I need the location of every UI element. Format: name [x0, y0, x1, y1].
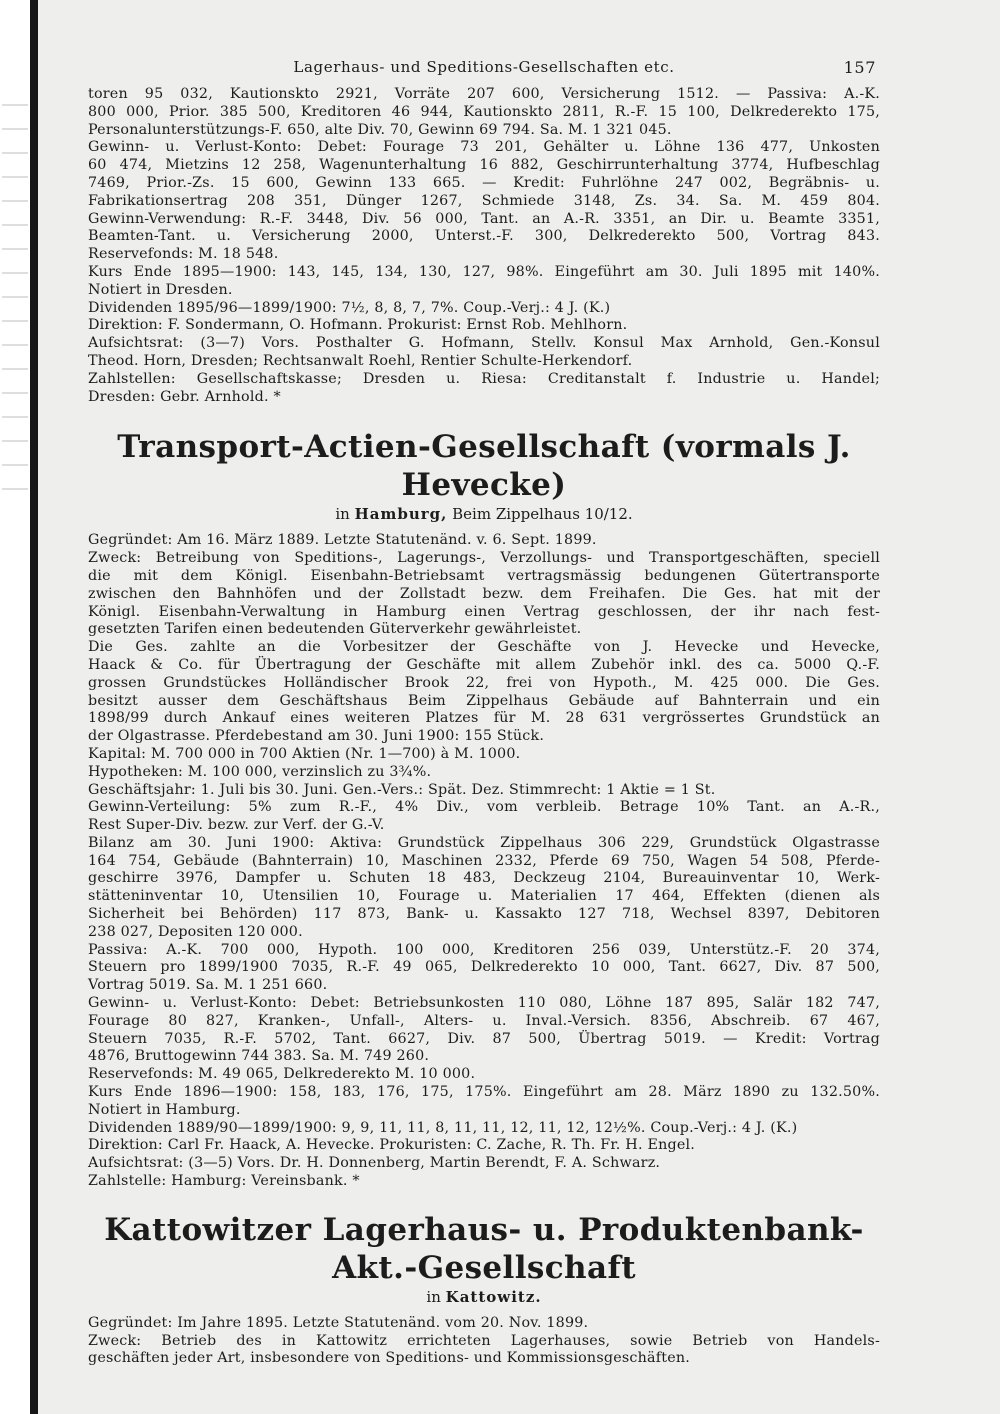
company-location	[88, 1287, 880, 1307]
text-line: Bilanz am 30. Juni 1900: Aktiva: Grundstück Zippelhaus 306 229, Grundstück Olgastrasse	[88, 834, 880, 851]
page-number: 157	[843, 58, 876, 77]
text-line: Dresden: Gebr. Arnhold. *	[88, 388, 281, 405]
text-line: die mit dem Königl. Eisenbahn-Betriebsamt vertragsmässig bedungenen Gütertransporte	[88, 567, 880, 584]
text-line: toren 95 032, Kautionskto 2921, Vorräte 207 600, Versicherung 1512. — Passiva: A.-K.	[88, 86, 880, 102]
running-head-title: Lagerhaus- und Speditions-Gesellschaften etc.	[293, 58, 675, 76]
text-line: Dividenden 1895/96—1899/1900: 7½, 8, 8, 7, 7%. Coup.-Verj.: 4 J. (K.)	[88, 299, 611, 316]
bleed-through-text	[2, 90, 28, 510]
text-line: Kapital: M. 700 000 in 700 Aktien (Nr. 1—700) à M. 1000.	[88, 745, 521, 762]
text-line: 238 027, Depositen 120 000.	[88, 923, 303, 940]
text-line: Notiert in Dresden.	[88, 281, 233, 298]
previous-company-continuation	[88, 86, 880, 406]
text-line: Notiert in Hamburg.	[88, 1101, 241, 1118]
text-line: Gewinn-Verwendung: R.-F. 3448, Div. 56 000, Tant. an A.-R. 3351, an Dir. u. Beamte 3351,	[88, 210, 880, 227]
text-line: gesetzten Tarifen einen bedeutenden Güterverkehr gewährleistet.	[88, 621, 582, 638]
text-line: geschirre 3976, Dampfer u. Schuten 18 483, Deckzeug 2104, Bureauinventar 10, Werk-	[88, 870, 880, 887]
company-title: Kattowitzer Lagerhaus- u. Produktenbank-Akt.-Gesellschaft	[104, 1211, 864, 1286]
text-line: Fourage 80 827, Kranken-, Unfall-, Alters- u. Inval.-Versich. 8356, Abschreib. 67 467,	[88, 1012, 880, 1029]
company-city: Hamburg,	[354, 505, 448, 524]
text-line: Theod. Horn, Dresden; Rechtsanwalt Roehl, Rentier Schulte-Herkendorf.	[88, 352, 633, 369]
company-address: Beim Zippelhaus 10/12.	[452, 505, 633, 524]
text-line: Aufsichtsrat: (3—5) Vors. Dr. H. Donnenberg, Martin Berendt, F. A. Schwarz.	[88, 1155, 661, 1172]
text-line: 60 474, Mietzins 12 258, Wagenunterhaltung 16 882, Geschirrunterhaltung 3774, Hufbeschlag	[88, 157, 880, 174]
text-line: Kurs Ende 1896—1900: 158, 183, 176, 175, 175%. Eingeführt am 28. März 1890 zu 132.50%.	[88, 1084, 880, 1101]
page-body	[88, 58, 880, 1368]
text-line: Haack & Co. für Übertragung der Geschäfte mit allem Zubehör inkl. des ca. 5000 Q.-F.	[88, 656, 880, 673]
text-line: Zahlstellen: Gesellschaftskasse; Dresden u. Riesa: Creditanstalt f. Industrie u. Handel;	[88, 370, 880, 387]
company-entry-kattowitzer	[88, 1211, 880, 1368]
binding-shadow	[30, 0, 38, 1414]
text-line: der Olgastrasse. Pferdebestand am 30. Juni 1900: 155 Stück.	[88, 728, 545, 745]
text-line: Gegründet: Im Jahre 1895. Letzte Statutenänd. vom 20. Nov. 1899.	[88, 1314, 589, 1331]
text-line: 164 754, Gebäude (Bahnterrain) 10, Maschinen 2332, Pferde 69 750, Wagen 54 508, Pferde-	[88, 852, 880, 869]
text-line: 800 000, Prior. 385 500, Kreditoren 46 944, Kautionskto 2811, R.-F. 15 100, Delkrederekto 175,	[88, 103, 880, 120]
text-line: Hypotheken: M. 100 000, verzinslich zu 3¾%.	[88, 763, 432, 780]
text-line: Kurs Ende 1895—1900: 143, 145, 134, 130, 127, 98%. Eingeführt am 30. Juli 1895 mit 140%.	[88, 263, 880, 280]
location-prefix: in	[335, 505, 350, 524]
text-line: 4876, Bruttogewinn 744 383. Sa. M. 749 260.	[88, 1048, 430, 1065]
text-line: Gewinn- u. Verlust-Konto: Debet: Betriebsunkosten 110 080, Löhne 187 895, Salär 182 747,	[88, 995, 880, 1012]
text-line: zwischen den Bahnhöfen und der Zollstadt bezw. dem Freihafen. Die Ges. hat mit der	[88, 585, 880, 602]
text-line: Gewinn- u. Verlust-Konto: Debet: Fourage 73 201, Gehälter u. Löhne 136 477, Unkosten	[88, 139, 880, 156]
text-line: 1898/99 durch Ankauf eines weiteren Platzes für M. 28 631 vergrössertes Grundstück an	[88, 710, 880, 727]
text-line: stätteninventar 10, Utensilien 10, Fourage u. Materialien 17 464, Effekten (dienen als	[88, 888, 880, 905]
text-line: Gegründet: Am 16. März 1889. Letzte Statutenänd. v. 6. Sept. 1899.	[88, 532, 597, 549]
text-line: Personalunterstützungs-F. 650, alte Div. 70, Gewinn 69 794. Sa. M. 1 321 045.	[88, 121, 672, 138]
text-line: Steuern 7035, R.-F. 5702, Tant. 6627, Div. 87 500, Übertrag 5019. — Kredit: Vortrag	[88, 1030, 880, 1047]
company-details	[88, 1315, 880, 1368]
text-line: Zweck: Betreibung von Speditions-, Lagerungs-, Verzollungs- und Transportgeschäften, speciell	[88, 550, 880, 567]
text-line: Königl. Eisenbahn-Verwaltung in Hamburg einen Vertrag geschlossen, der ihr nach fest-	[88, 603, 880, 620]
text-line: geschäften jeder Art, insbesondere von Speditions- und Kommissionsgeschäften.	[88, 1350, 691, 1367]
text-line: besitzt ausser dem Geschäftshaus Beim Zippelhaus Gebäude auf Bahnterrain und ein	[88, 692, 880, 709]
book-spine-margin	[0, 0, 34, 1414]
company-city: Kattowitz.	[445, 1287, 542, 1306]
text-line: Die Ges. zahlte an die Vorbesitzer der Geschäfte von J. Hevecke und Hevecke,	[88, 639, 880, 656]
text-line: Vortrag 5019. Sa. M. 1 251 660.	[88, 977, 328, 994]
text-line: Zweck: Betrieb des in Kattowitz errichteten Lagerhauses, sowie Betrieb von Handels-	[88, 1332, 880, 1349]
text-line: Fabrikationsertrag 208 351, Dünger 1267, Schmiede 3148, Zs. 34. Sa. M. 459 804.	[88, 192, 880, 209]
text-line: Reservefonds: M. 18 548.	[88, 246, 279, 263]
text-line: grossen Grundstückes Holländischer Brook 22, frei von Hypoth., M. 425 000. Die Ges.	[88, 674, 880, 691]
company-location	[88, 504, 880, 524]
text-line: Steuern pro 1899/1900 7035, R.-F. 49 065, Delkrederekto 10 000, Tant. 6627, Div. 87 500,	[88, 959, 880, 976]
company-details	[88, 532, 880, 1190]
text-line: Zahlstelle: Hamburg: Vereinsbank. *	[88, 1173, 360, 1190]
text-line: Gewinn-Verteilung: 5% zum R.-F., 4% Div., vom verbleib. Betrage 10% Tant. an A.-R.,	[88, 799, 880, 816]
text-line: Rest Super-Div. bezw. zur Verf. der G.-V.	[88, 817, 385, 834]
text-line: Geschäftsjahr: 1. Juli bis 30. Juni. Gen.-Vers.: Spät. Dez. Stimmrecht: 1 Aktie = 1 St.	[88, 781, 716, 798]
company-entry-transport-actien	[88, 428, 880, 1190]
company-title: Transport-Actien-Gesellschaft (vormals J. Hevecke)	[117, 429, 851, 504]
location-prefix: in	[426, 1287, 441, 1306]
text-line: Aufsichtsrat: (3—7) Vors. Posthalter G. Hofmann, Stellv. Konsul Max Arnhold, Gen.-Konsul	[88, 335, 880, 352]
text-line: Dividenden 1889/90—1899/1900: 9, 9, 11, 11, 8, 11, 11, 12, 11, 12, 12½%. Coup.-Verj.: 4 J. (K.)	[88, 1119, 798, 1136]
text-line: Direktion: Carl Fr. Haack, A. Hevecke. Prokuristen: C. Zache, R. Th. Fr. H. Engel.	[88, 1137, 696, 1154]
text-line: Passiva: A.-K. 700 000, Hypoth. 100 000, Kreditoren 256 039, Unterstütz.-F. 20 374,	[88, 941, 880, 958]
text-line: Direktion: F. Sondermann, O. Hofmann. Prokurist: Ernst Rob. Mehlhorn.	[88, 317, 628, 334]
running-head	[88, 58, 880, 86]
text-line: Sicherheit bei Behörden) 117 873, Bank- u. Kassakto 127 718, Wechsel 8397, Debitoren	[88, 906, 880, 923]
text-line: Reservefonds: M. 49 065, Delkrederekto M. 10 000.	[88, 1066, 476, 1083]
text-line: 7469, Prior.-Zs. 15 600, Gewinn 133 665. — Kredit: Fuhrlöhne 247 002, Begräbnis- u.	[88, 174, 880, 191]
text-line: Beamten-Tant. u. Versicherung 2000, Unterst.-F. 300, Delkrederekto 500, Vortrag 843.	[88, 228, 880, 245]
